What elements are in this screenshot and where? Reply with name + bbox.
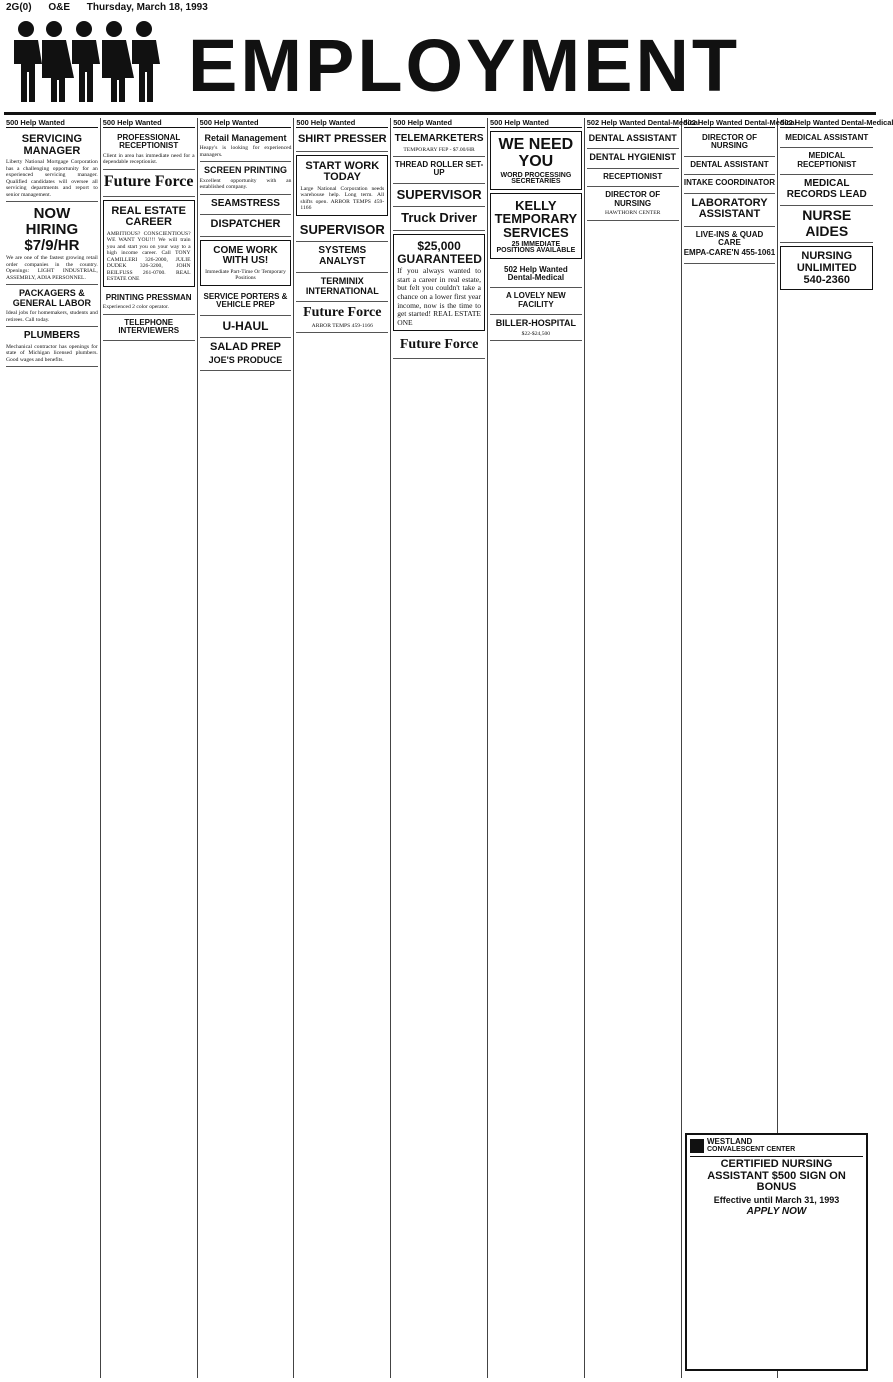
ad-headline: SALAD PREP — [210, 341, 281, 354]
classified-ad — [393, 184, 485, 208]
paper-name: O&E — [48, 2, 71, 13]
classified-ad — [296, 219, 388, 243]
column-4 — [294, 118, 391, 1378]
westland-display-ad — [685, 1133, 868, 1371]
ad-headline: U-HAUL — [222, 318, 269, 333]
ad-headline: DIRECTOR OF NURSING — [701, 133, 757, 151]
column-1 — [4, 118, 101, 1378]
ad-body: Excellent opportunity with an established company. — [199, 177, 292, 191]
ad-headline: MEDICAL RECORDS LEAD — [786, 178, 867, 200]
ad-body: ARBOR TEMPS 459-1166 — [311, 322, 373, 329]
classified-ad — [296, 273, 388, 302]
classified-ad — [780, 206, 873, 243]
ad-headline: TELEMARKETERS — [394, 133, 484, 144]
ad-body: WORD PROCESSING SECRETARIES — [500, 171, 572, 186]
ad-body: $22-$24,500 — [521, 330, 551, 337]
westland-effective-date: Effective until March 31, 1993 — [713, 1194, 840, 1205]
ad-headline: SHIRT PRESSER — [297, 133, 387, 145]
ad-body: 540-2360 — [803, 274, 851, 287]
ad-body: Mechanical contractor has openings for state of Michigan licensed plumbers. Good wages and benefits. — [6, 343, 98, 363]
ad-headline: DISPATCHER — [210, 218, 281, 231]
ad-body: Client in area has immediate need for a dependable receptionist. — [102, 152, 195, 166]
ad-headline: KELLY TEMPORARY SERVICES — [494, 197, 578, 240]
classified-ad — [684, 130, 776, 157]
classified-ad — [103, 290, 195, 315]
ad-headline: MEDICAL ASSISTANT — [785, 133, 869, 142]
classified-ad — [780, 175, 873, 206]
column-header: 502 Help Wanted Dental-Medical — [683, 118, 797, 127]
ad-body: 25 IMMEDIATE POSITIONS AVAILABLE — [496, 240, 576, 255]
ad-headline: SYSTEMS ANALYST — [318, 245, 367, 267]
employment-banner — [0, 16, 880, 108]
westland-headline: CERTIFIED NURSING ASSISTANT $500 SIGN ON BONUS — [707, 1158, 846, 1194]
ad-headline: DENTAL ASSISTANT — [690, 159, 769, 169]
classified-ad — [587, 149, 679, 168]
ad-body: Immediate Part-Time Or Temporary Positions — [205, 268, 286, 282]
ad-body: If you always wanted to start a career in real estate, but felt you couldn't take a chance on a lower first year income, now is the time to get started! REAL ESTATE ONE — [397, 266, 481, 327]
ad-headline: LIVE-INS & QUAD CARE — [695, 229, 764, 248]
ad-headline: INTAKE COORDINATOR — [683, 178, 776, 188]
ad-headline: DENTAL HYGIENIST — [589, 152, 677, 163]
classified-ad — [490, 262, 582, 289]
westland-name: WESTLAND — [707, 1137, 753, 1146]
westland-apply: APPLY NOW — [746, 1206, 807, 1218]
classified-ad — [6, 285, 98, 327]
classified-ad — [490, 131, 582, 190]
ad-headline: RECEPTIONIST — [603, 171, 663, 181]
ad-body: Experienced 2 color operator. — [102, 304, 169, 311]
classified-ad — [490, 315, 582, 341]
classified-ad — [200, 338, 292, 371]
column-header: 500 Help Wanted — [200, 118, 292, 128]
classified-ad — [684, 175, 776, 193]
column-5 — [391, 118, 488, 1378]
ad-headline: NOW HIRING $7/9/HR — [24, 205, 80, 254]
ad-headline: DIRECTOR OF NURSING — [605, 190, 661, 208]
ad-body: HAWTHORN CENTER — [605, 210, 661, 217]
ad-headline: Future Force — [103, 172, 194, 190]
column-7 — [585, 118, 700, 1378]
classified-ad — [6, 202, 98, 285]
classified-ad — [780, 130, 873, 148]
ad-headline: REAL ESTATE CAREER — [111, 204, 186, 229]
ad-body: Large National Corporation needs warehouse help. Long term. All shifts open. ARBOR TEMPS 459-1166 — [300, 185, 385, 212]
classified-ad — [103, 130, 195, 170]
ad-headline: SUPERVISOR — [396, 186, 482, 202]
ad-headline: WE NEED YOU — [498, 136, 574, 170]
classified-ad — [200, 316, 292, 339]
column-header: 500 Help Wanted — [393, 118, 485, 128]
ad-headline: PRINTING PRESSMAN — [105, 292, 192, 302]
page-number: 2G(0) — [6, 2, 32, 13]
classified-ad — [393, 157, 485, 184]
ad-body: We are one of the fastest growing retail order companies in the country. Openings: LIGHT INDUSTRIAL, ASSEMBLY, ADIA PERSONNEL. — [6, 255, 98, 281]
classified-ad — [587, 187, 679, 220]
classified-ad — [200, 289, 292, 316]
classified-ad — [393, 207, 485, 231]
ad-headline: START WORK TODAY — [305, 159, 380, 184]
ad-headline: Future Force — [399, 337, 479, 353]
column-6 — [488, 118, 585, 1378]
ad-headline: COME WORK WITH US! — [213, 244, 278, 267]
column-header: 500 Help Wanted — [103, 118, 195, 128]
ad-body: Ideal jobs for homemakers, students and retirees. Call today. — [6, 310, 98, 323]
classified-ad — [103, 170, 195, 197]
classified-ad — [6, 130, 98, 202]
classified-ad — [296, 302, 388, 333]
classified-ad — [296, 130, 388, 152]
column-3 — [198, 118, 295, 1378]
ad-headline: TERMINIX INTERNATIONAL — [305, 276, 379, 296]
classified-ad — [296, 242, 388, 273]
page-folio — [6, 2, 874, 16]
ad-headline: LABORATORY ASSISTANT — [691, 196, 768, 221]
classified-ad — [103, 315, 195, 342]
column-header: 500 Help Wanted — [296, 118, 388, 128]
classified-ad — [296, 155, 388, 216]
ad-body: JOE'S PRODUCE — [208, 354, 283, 365]
westland-name-sub: CONVALESCENT CENTER — [707, 1146, 796, 1153]
classified-ad — [393, 334, 485, 359]
ad-headline: $25,000 GUARANTEED — [397, 239, 482, 266]
classified-ad — [393, 234, 485, 331]
ad-headline: NURSING UNLIMITED — [796, 249, 857, 275]
ad-headline: BILLER-HOSPITAL — [495, 318, 577, 329]
classified-ad — [6, 327, 98, 367]
classified-ad — [684, 157, 776, 175]
ad-headline: SERVICING MANAGER — [21, 133, 83, 157]
ad-headline: SERVICE PORTERS & VEHICLE PREP — [203, 291, 288, 310]
ad-headline: DENTAL ASSISTANT — [588, 133, 677, 143]
ad-headline: PLUMBERS — [23, 330, 80, 342]
section-rule — [4, 112, 876, 115]
ad-headline: Future Force — [303, 305, 382, 321]
ad-headline: Retail Management — [204, 133, 287, 143]
classified-ad — [200, 162, 292, 194]
ad-headline: Truck Driver — [401, 210, 478, 226]
ad-body: EMPA-CARE'N 455-1061 — [683, 248, 776, 258]
classified-ad — [684, 194, 776, 227]
ad-headline: TELEPHONE INTERVIEWERS — [118, 317, 180, 335]
column-header: 502 Help Wanted Dental-Medical — [780, 118, 893, 127]
people-silhouette-icon — [6, 18, 181, 106]
classified-ad — [490, 288, 582, 315]
ad-body: AMBITIOUS? CONSCIENTIOUS? WE WANT YOU!!! We will train you and start you on your way to a high income career. Call TONY CAMILLERI 326-2000, JULIE DUDEK 326-3200, JOHN BEILFUSS 261-0700. REAL ESTATE ONE — [106, 230, 191, 283]
column-2 — [101, 118, 198, 1378]
ad-headline: PACKAGERS & GENERAL LABOR — [12, 288, 92, 308]
section-title: EMPLOYMENT — [188, 24, 741, 107]
classified-ad — [780, 148, 873, 175]
classified-ad — [200, 240, 292, 286]
classified-ad — [200, 215, 292, 237]
ad-body: Heapy's is looking for experienced managers. — [199, 145, 292, 158]
ad-body: Liberty National Mortgage Corporation has a challenging opportunity for an experienced servicing manager. Qualified candidates will oversee all servicing departments and report to senior management. — [6, 159, 98, 198]
ad-headline: PROFESSIONAL RECEPTIONIST — [117, 133, 181, 151]
westland-header — [690, 1138, 863, 1157]
ad-body: TEMPORARY FEP - $7.00/HR — [403, 146, 475, 153]
ad-headline: 502 Help Wanted Dental-Medical — [504, 264, 568, 282]
classified-ad — [200, 130, 292, 162]
ad-headline: SCREEN PRINTING — [203, 165, 287, 176]
classified-ad — [587, 169, 679, 187]
column-header: 500 Help Wanted — [6, 118, 98, 128]
ad-headline: NURSE AIDES — [802, 207, 852, 239]
ad-headline: THREAD ROLLER SET-UP — [394, 160, 484, 178]
westland-logo-icon — [690, 1139, 704, 1153]
classified-ad — [103, 200, 195, 287]
classified-ad — [393, 130, 485, 157]
ad-headline: SEAMSTRESS — [211, 197, 280, 209]
classified-ad — [587, 130, 679, 149]
issue-date: Thursday, March 18, 1993 — [86, 2, 208, 13]
classified-ad — [684, 227, 776, 264]
ad-headline: A LOVELY NEW FACILITY — [506, 291, 566, 309]
classified-ad — [780, 246, 873, 290]
ad-headline: SUPERVISOR — [299, 221, 385, 237]
classified-ad — [490, 193, 582, 259]
column-header: 502 Help Wanted Dental-Medical — [586, 118, 700, 127]
column-header: 500 Help Wanted — [490, 118, 582, 128]
classified-ad — [200, 195, 292, 216]
ad-headline: MEDICAL RECEPTIONIST — [797, 151, 857, 169]
